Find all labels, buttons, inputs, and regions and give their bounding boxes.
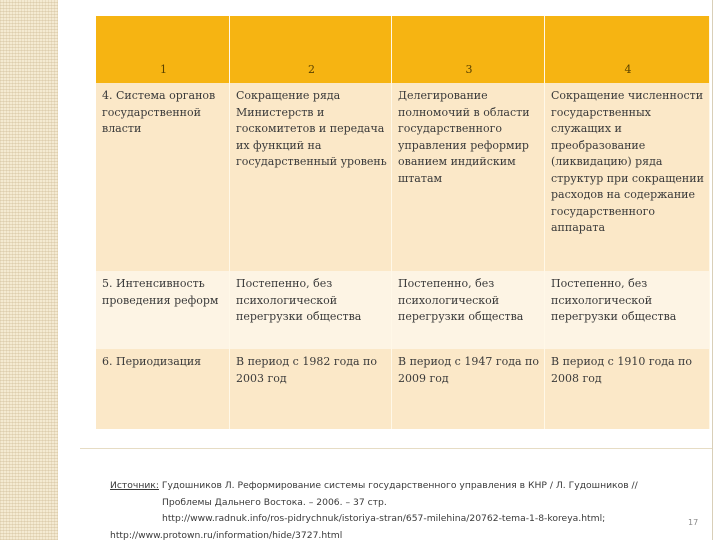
header-cell: 2 <box>230 16 392 83</box>
table-header-row <box>96 16 710 83</box>
header-cell: 4 <box>545 16 710 83</box>
table-cell: 6. Периодизация <box>96 349 230 429</box>
table-cell: В период с 1947 года по 2009 год <box>392 349 545 429</box>
table-cell: Сокращение ряда Министерств и госкомитетов и передача их функций на государственный уровень <box>230 83 392 271</box>
decorative-bottom-line <box>80 448 712 449</box>
decorative-right-line <box>712 0 713 540</box>
table-cell: Постепенно, без психологической перегрузки общества <box>230 271 392 349</box>
table-row <box>96 83 710 271</box>
source-line-1: Гудошников Л. Реформирование системы государственного управления в КНР / Л. Гудошников // <box>159 480 638 491</box>
table-cell: Постепенно, без психологической перегрузки общества <box>392 271 545 349</box>
decorative-curve-fill <box>58 0 98 540</box>
comparison-table <box>96 16 710 429</box>
table-cell: В период с 1982 года по 2003 год <box>230 349 392 429</box>
header-cell: 3 <box>392 16 545 83</box>
table-cell: 5. Интенсивность проведения реформ <box>96 271 230 349</box>
table-cell: 4. Система органов государственной власти <box>96 83 230 271</box>
page-number: 17 <box>688 518 698 527</box>
header-cell: 1 <box>96 16 230 83</box>
table-cell: Сокращение численности государственных служащих и преобразование (ликвидацию) ряда структур при сокращении расходов на содержание государственного аппарата <box>545 83 710 271</box>
table-cell: В период с 1910 года по 2008 год <box>545 349 710 429</box>
source-link-2[interactable]: http://www.protown.ru/information/hide/3727.html <box>110 528 690 544</box>
source-line-2: Проблемы Дальнего Востока. – 2006. – 37 стр. <box>110 495 690 512</box>
source-citation <box>110 478 690 544</box>
source-label: Источник: <box>110 480 159 491</box>
table-row <box>96 349 710 429</box>
table-row <box>96 271 710 349</box>
table-cell: Делегирование полномочий в области государственного управления реформир ованием индийским штатам <box>392 83 545 271</box>
table-cell: Постепенно, без психологической перегрузки общества <box>545 271 710 349</box>
source-link-1[interactable]: http://www.radnuk.info/ros-pidrychnuk/istoriya-stran/657-milehina/20762-tema-1-8-koreya.html; <box>110 511 690 528</box>
